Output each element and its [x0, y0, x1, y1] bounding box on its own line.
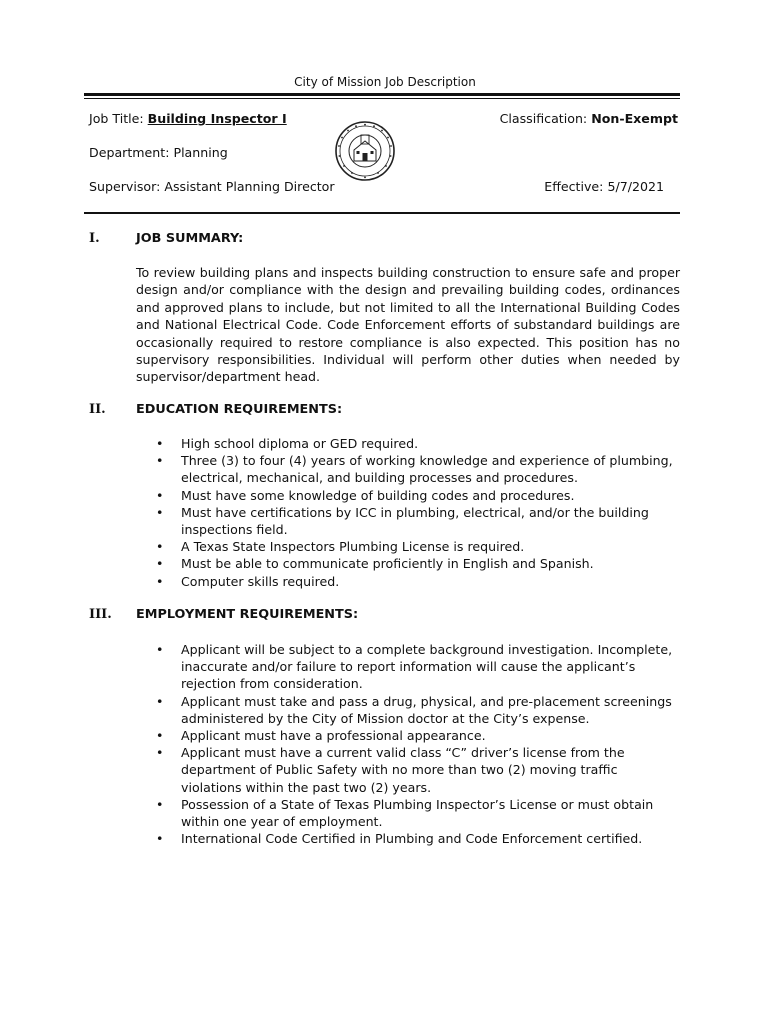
section-2-number: II. [89, 402, 106, 417]
list-item: • Possession of a State of Texas Plumbing Inspector’s License or must obtain within one year of employment. [136, 796, 676, 830]
list-item: • Computer skills required. [136, 573, 676, 590]
effective-value: 5/7/2021 [607, 179, 664, 194]
classification-label: Classification: [499, 111, 588, 126]
job-title-value: Building Inspector I [147, 111, 287, 126]
effective-field [544, 179, 664, 194]
classification-field [500, 111, 678, 126]
list-item: • Applicant will be subject to a complete background investigation. Incomplete, inaccurate and/or failure to report information will cause the applicant’s rejection from consideration. [136, 641, 676, 693]
section-1-number: I. [89, 231, 100, 246]
list-item: • High school diploma or GED required. [136, 435, 676, 452]
list-item: • Must have some knowledge of building codes and procedures. [136, 487, 676, 504]
section-3-number: III. [89, 607, 112, 622]
info-divider [84, 212, 680, 214]
supervisor-value: Assistant Planning Director [164, 179, 335, 194]
list-item: • Must have certifications by ICC in plumbing, electrical, and/or the building inspections field. [136, 504, 676, 538]
classification-value: Non-Exempt [591, 111, 678, 126]
supervisor-field [89, 179, 335, 194]
list-item: • A Texas State Inspectors Plumbing License is required. [136, 538, 676, 555]
page-header-title: City of Mission Job Description [294, 75, 476, 89]
job-summary-paragraph: To review building plans and inspects building construction to ensure safe and proper design and/or compliance with the design and prevailing building codes, ordinances and approved plans to include, but not limited to all the International Building Codes and National Electrical Code. Code Enforcement efforts of substandard buildings are occasionally required to restore compliance is also expected. This position has no supervisory responsibilities. Individual will perform other duties when needed by supervisor/department head. [136, 265, 680, 385]
supervisor-label: Supervisor: [89, 179, 161, 194]
list-item: • Applicant must have a current valid class “C” driver’s license from the department of Public Safety with no more than two (2) moving traffic violations within the past two (2) years. [136, 744, 676, 796]
department-value: Planning [173, 145, 228, 160]
department-label: Department: [89, 145, 170, 160]
section-3-title: EMPLOYMENT REQUIREMENTS: [136, 607, 359, 622]
list-item: • Applicant must have a professional appearance. [136, 727, 676, 744]
list-item: • Applicant must take and pass a drug, physical, and pre-placement screenings administered by the City of Mission doctor at the City’s expense. [136, 693, 676, 727]
job-title-label: Job Title: [89, 111, 144, 126]
list-item: • International Code Certified in Plumbing and Code Enforcement certified. [136, 830, 676, 847]
section-2-title: EDUCATION REQUIREMENTS: [136, 402, 343, 417]
list-item: • Must be able to communicate proficiently in English and Spanish. [136, 555, 676, 572]
header-divider [84, 93, 680, 99]
education-list [136, 435, 676, 590]
department-field [89, 145, 228, 160]
effective-label: Effective: [544, 179, 604, 194]
job-title-field [89, 111, 287, 126]
employment-list [136, 641, 676, 847]
section-1-title: JOB SUMMARY: [136, 231, 244, 246]
list-item: • Three (3) to four (4) years of working knowledge and experience of plumbing, electrical, mechanical, and building processes and procedures. [136, 452, 676, 486]
city-seal-icon [334, 120, 396, 182]
